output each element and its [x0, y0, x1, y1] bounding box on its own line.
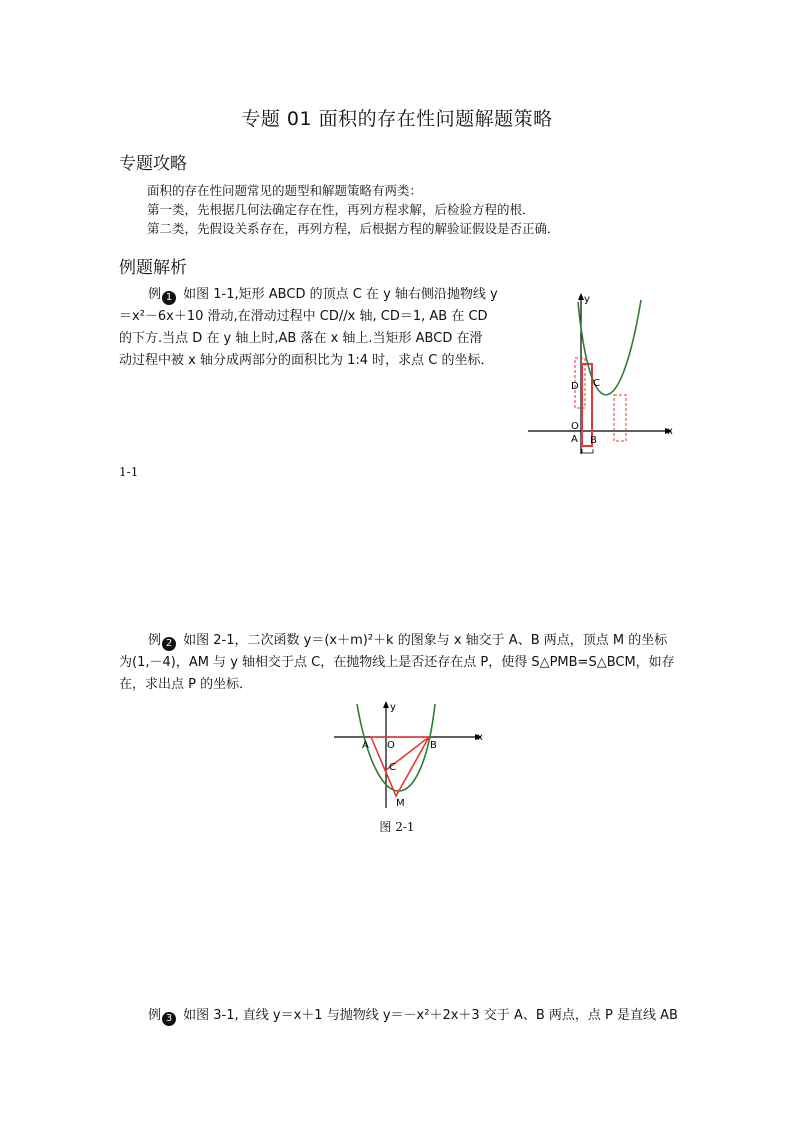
strategy-line-2: 第一类，先根据几何法确定存在性，再列方程求解，后检验方程的根．	[147, 202, 535, 217]
fig1-label-x: x	[667, 426, 673, 437]
example-2-line-1	[119, 630, 679, 652]
example-3-number: 3	[162, 1012, 176, 1026]
example-1-label: 例	[148, 287, 162, 302]
fig1-bracket	[582, 449, 593, 453]
example-2-line-1-text: 如图 2-1，二次函数 y＝(x＋m)²＋k 的图象与 x 轴交于 A、B 两点，顶点 M 的坐标	[183, 633, 668, 648]
example-3-line-1-text: 如图 3-1, 直线 y＝x＋1 与抛物线 y＝－x²＋2x＋3 交于 A、B 两点，点 P 是直线 AB	[183, 1008, 678, 1023]
fig1-parabola	[578, 300, 641, 395]
fig2-label-b: B	[430, 740, 437, 751]
strategy-paragraph	[147, 181, 560, 238]
example-3-label: 例	[148, 1008, 162, 1023]
example-3-text	[119, 1005, 699, 1027]
fig2-label-m: M	[396, 798, 405, 809]
fig1-rect-abcd	[582, 364, 592, 446]
strategy-line-3: 第二类，先假设关系存在，再列方程，后根据方程的解验证假设是否正确．	[147, 221, 560, 236]
figure-2-1	[330, 700, 490, 812]
fig2-triangle	[371, 737, 429, 796]
example-1-line-1	[119, 284, 509, 306]
example-2-line-2: 为(1,－4)，AM 与 y 轴相交于点 C，在抛物线上是否还存在点 P，使得 S△PMB=S△BCM，如存	[119, 655, 675, 670]
example-2-text	[119, 630, 679, 696]
example-1-line-4: 动过程中被 x 轴分成两部分的面积比为 1:4 时，求点 C 的坐标．	[119, 353, 494, 368]
fig1-label-c: C	[593, 378, 600, 389]
fig1-label-o: O	[571, 421, 579, 432]
example-3-line-1	[119, 1005, 699, 1027]
fig1-label-a: A	[571, 434, 578, 445]
example-1-line-3: 的下方.当点 D 在 y 轴上时,AB 落在 x 轴上.当矩形 ABCD 在滑	[119, 331, 483, 346]
fig2-label-y: y	[390, 702, 396, 713]
example-1-line-1-text: 如图 1-1,矩形 ABCD 的顶点 C 在 y 轴右侧沿抛物线 y	[183, 287, 498, 302]
fig1-label-y: y	[584, 294, 590, 305]
fig1-label-b: B	[590, 435, 597, 446]
section-heading-examples: 例题解析	[119, 258, 187, 278]
fig2-label-c: C	[389, 762, 396, 773]
example-2-number: 2	[162, 637, 176, 651]
section-heading-strategy: 专题攻略	[119, 154, 187, 174]
fig2-label-o: O	[387, 740, 395, 751]
figure-2-1-caption: 图 2-1	[379, 820, 415, 834]
fig1-dashed-rect-right	[614, 395, 626, 441]
example-2-label: 例	[148, 633, 162, 648]
example-1-text	[119, 284, 509, 372]
example-1-line-2: ＝x²－6x＋10 滑动,在滑动过程中 CD//x 轴, CD＝1, AB 在 CD	[119, 309, 488, 324]
page-title: 专题 01 面积的存在性问题解题策略	[241, 108, 553, 130]
fig2-label-a: A	[362, 740, 369, 751]
example-2-line-3: 在，求出点 P 的坐标．	[119, 677, 253, 692]
strategy-line-1: 面积的存在性问题常见的题型和解题策略有两类：	[147, 183, 423, 198]
figure-1-1-caption: 1-1	[119, 465, 139, 479]
figure-1-1	[520, 286, 680, 458]
fig2-y-arrow	[383, 701, 389, 708]
fig2-label-x: x	[477, 732, 483, 743]
example-1-number: 1	[162, 291, 176, 305]
fig1-label-d: D	[571, 381, 579, 392]
